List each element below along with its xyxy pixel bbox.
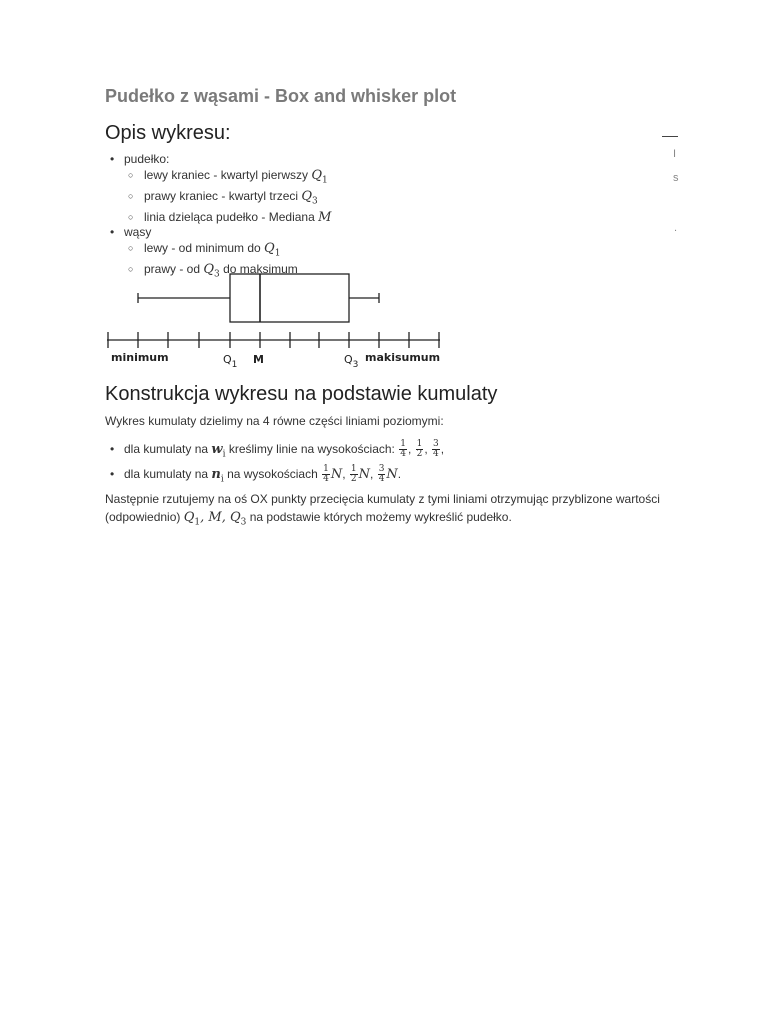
list-item: • dla kumulaty na $n_i$ na wysokościach $\frac{1}{4}$ N, $\frac{1}{2}$ N, $\frac{3}{4}$ N. [108, 465, 444, 490]
box-sublist [124, 168, 331, 226]
list-item-box [108, 152, 331, 225]
cropped-edge-glyph: s [673, 172, 679, 184]
box-plot-diagram [100, 266, 460, 374]
section-heading-description: Opis wykresu: [105, 122, 231, 144]
label-q3: $Q_3$ [344, 353, 359, 370]
math-symbol: $w_i$ [211, 442, 226, 460]
list-item [124, 168, 331, 189]
math-symbol: $Q_1$ [264, 240, 281, 259]
construction-paragraph [105, 490, 665, 532]
list-item-text: do maksimum [219, 261, 298, 276]
list-item: • dla kumulaty na $w_i$ kreślimy linie na wysokościach: $\frac{1}{4}$ , $\frac{1}{2}$ , $\frac{3}{4}$ , [108, 440, 444, 465]
math-symbol: $n_i$ [211, 466, 224, 485]
list-item [124, 241, 331, 262]
quartile-box [230, 274, 349, 322]
list-item-text: prawy kraniec - kwartyl trzeci [144, 188, 302, 203]
label-maximum: makisumum [365, 351, 441, 364]
cropped-divider [662, 136, 678, 137]
section-heading-construction: Konstrukcja wykresu na podstawie kumulaty [105, 383, 498, 405]
math-symbol: N [358, 466, 371, 482]
paragraph-text: na podstawie których możemy wykreślić pudełko. [246, 510, 512, 524]
fraction: $\frac{1}{2}$ [416, 439, 423, 460]
math-symbol: N [386, 466, 398, 482]
list-item [124, 189, 331, 210]
math-symbol: $Q_1$ [311, 167, 328, 186]
math-symbol: M [318, 209, 332, 225]
list-item-text: linia dzieląca pudełko - Mediana [144, 209, 319, 224]
math-symbol: N [330, 466, 343, 482]
fraction: $\frac{1}{4}$ [323, 463, 329, 484]
list-item-label: pudełko: [124, 152, 170, 166]
list-item-text: kreślimy linie na wysokościach: [225, 442, 399, 456]
label-median: M [253, 353, 264, 366]
list-item-label: wąsy [124, 225, 152, 240]
list-item-text: lewy - od minimum do [144, 240, 265, 255]
paragraph-text: Następnie rzutujemy na oś OX punkty przecięcia kumulaty z tymi liniami otrzymując przyblizone wartości (odpowiednio) [105, 492, 660, 524]
label-minimum: minimum [111, 351, 169, 364]
fraction: $\frac{3}{4}$ [378, 463, 385, 484]
math-symbol: $Q_3$ [301, 188, 318, 207]
fraction: $\frac{1}{2}$ [350, 463, 357, 484]
construction-list [108, 440, 444, 489]
math-symbol: $Q_1$, M, $Q_3$ [183, 510, 247, 528]
list-item-text: dla kumulaty na [124, 466, 212, 481]
fraction: $\frac{1}{4}$ [400, 439, 406, 460]
description-list [108, 152, 331, 283]
construction-intro: Wykres kumulaty dzielimy na 4 równe części liniami poziomymi: [105, 414, 444, 428]
list-item-text: lewy kraniec - kwartyl pierwszy [144, 167, 312, 182]
cropped-edge-glyph: . [674, 222, 678, 234]
page-title: Pudełko z wąsami - Box and whisker plot [105, 86, 457, 106]
fraction: $\frac{3}{4}$ [433, 439, 439, 460]
list-item-text: prawy - od [144, 261, 204, 276]
math-symbol: $Q_3$ [203, 261, 220, 280]
list-item [124, 210, 331, 226]
list-item-text: na wysokościach [223, 466, 322, 481]
cropped-edge-glyph: I [673, 148, 677, 160]
label-q1: $Q_1$ [223, 353, 238, 370]
list-item-text: dla kumulaty na [124, 442, 212, 456]
